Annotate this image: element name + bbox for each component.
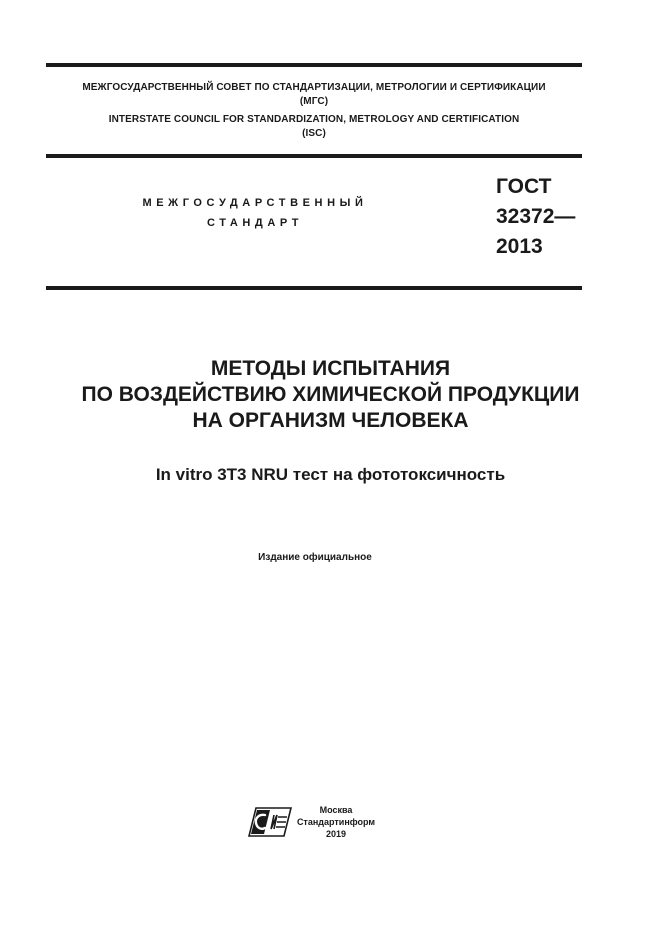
header-divider [46, 154, 582, 158]
standard-type-line1: МЕЖГОСУДАРСТВЕННЫЙ [142, 197, 368, 209]
designation-year: 2013 [496, 235, 543, 258]
council-abbr-ru: (МГС) [299, 96, 329, 107]
council-name-en-line: INTERSTATE COUNCIL FOR STANDARDIZATION, METROLOGY AND CERTIFICATION [108, 114, 520, 125]
publisher-imprint [296, 804, 376, 840]
title-divider [46, 286, 582, 290]
edition-note: Издание официальное [258, 552, 372, 563]
document-subtitle: In vitro 3T3 NRU тест на фототоксичность [155, 465, 506, 484]
top-divider [46, 63, 582, 67]
imprint-publisher: Стандартинформ [296, 817, 376, 827]
imprint-year: 2019 [325, 829, 347, 839]
designation-prefix: ГОСТ [496, 175, 552, 198]
council-abbr-en: (ISC) [302, 128, 326, 139]
title-line2: ПО ВОЗДЕЙСТВИЮ ХИМИЧЕСКОЙ ПРОДУКЦИИ [81, 383, 580, 406]
council-name-en [46, 113, 582, 141]
title-line1: МЕТОДЫ ИСПЫТАНИЯ [210, 357, 451, 380]
title-line3: НА ОРГАНИЗМ ЧЕЛОВЕКА [192, 409, 469, 432]
council-name-ru-line: МЕЖГОСУДАРСТВЕННЫЙ СОВЕТ ПО СТАНДАРТИЗАЦИИ, МЕТРОЛОГИИ И СЕРТИФИКАЦИИ [82, 82, 546, 93]
standard-type-label [110, 193, 400, 233]
standartinform-logo-icon [248, 807, 292, 837]
standard-type-line2: СТАНДАРТ [206, 217, 304, 229]
document-title [0, 356, 661, 434]
imprint-city: Москва [319, 805, 353, 815]
standard-designation [496, 172, 575, 262]
council-name-ru [46, 81, 582, 109]
designation-number: 32372— [496, 205, 576, 228]
